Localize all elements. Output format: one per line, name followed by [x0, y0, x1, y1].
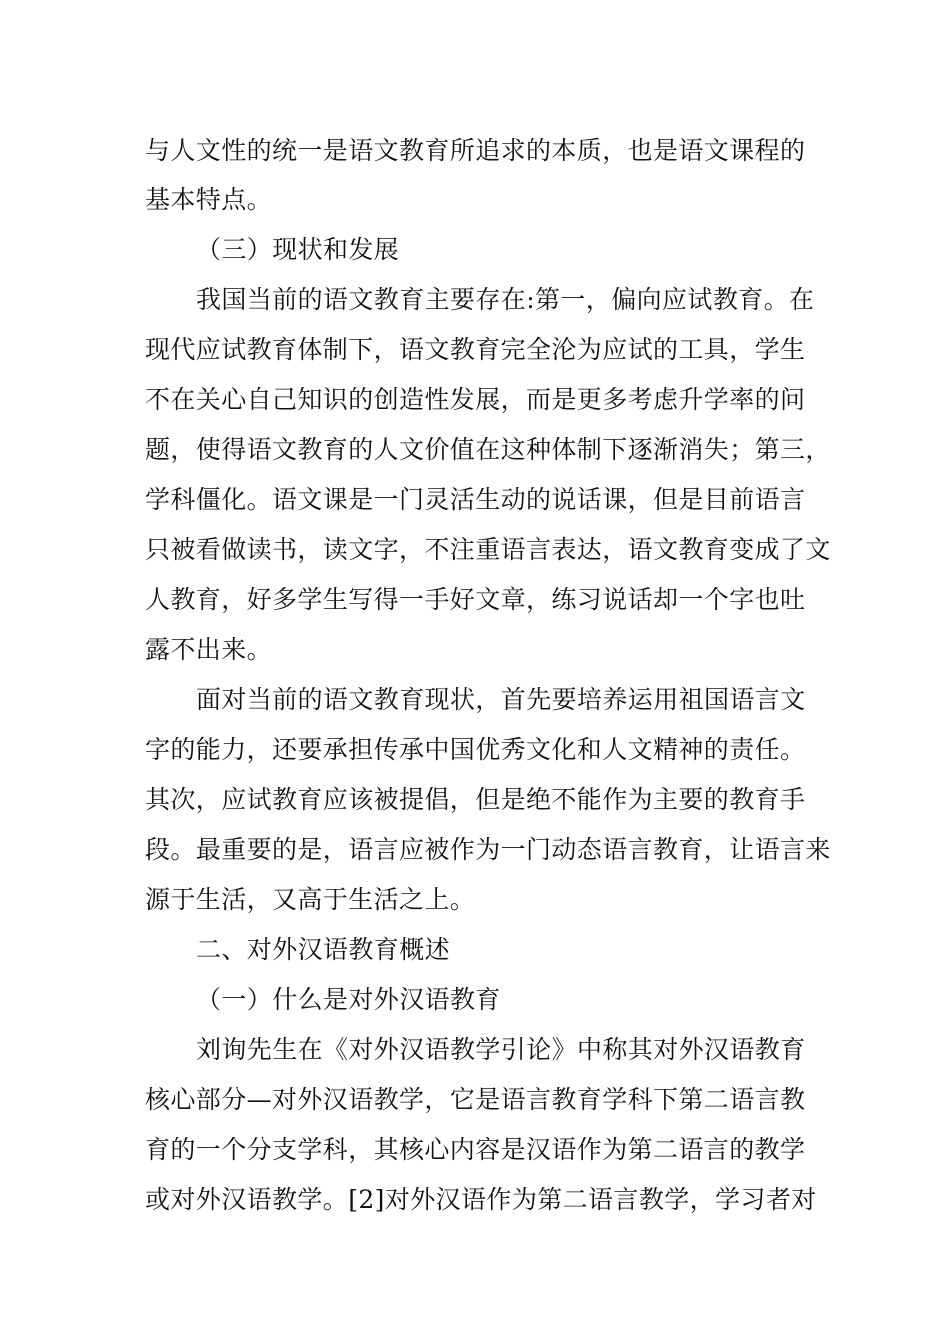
paragraph-line: 只被看做读书，读文字，不注重语言表达，语文教育变成了文 — [145, 535, 831, 564]
paragraph-line: 面对当前的语文教育现状，首先要培养运用祖国语言文 — [196, 685, 806, 714]
paragraph-line: 刘询先生在《对外汉语教学引论》中称其对外汉语教育 — [196, 1035, 806, 1064]
subsection-heading: （一）什么是对外汉语教育 — [196, 985, 501, 1014]
paragraph-line: 核心部分—对外汉语教学，它是语言教育学科下第二语言教 — [145, 1085, 806, 1114]
paragraph-line: 源于生活，又高于生活之上。 — [145, 885, 476, 914]
paragraph-line: 与人文性的统一是语文教育所追求的本质，也是语文课程的 — [145, 136, 806, 165]
paragraph-line: 露不出来。 — [145, 635, 273, 664]
paragraph-line: 段。最重要的是，语言应被作为一门动态语言教育，让语言来 — [145, 835, 831, 864]
paragraph-line: 或对外汉语教学。[2]对外汉语作为第二语言教学，学习者对 — [145, 1185, 817, 1214]
paragraph-line: 人教育，好多学生写得一手好文章，练习说话却一个字也吐 — [145, 585, 806, 614]
section-heading: （三）现状和发展 — [196, 235, 400, 264]
paragraph-line: 学科僵化。语文课是一门灵活生动的说话课，但是目前语言 — [145, 485, 806, 514]
paragraph-line: 育的一个分支学科，其核心内容是汉语作为第二语言的教学 — [145, 1135, 806, 1164]
paragraph-line: 现代应试教育体制下，语文教育完全沦为应试的工具，学生 — [145, 335, 806, 364]
section-heading: 二、对外汉语教育概述 — [196, 935, 451, 964]
paragraph-line: 其次，应试教育应该被提倡，但是绝不能作为主要的教育手 — [145, 785, 806, 814]
paragraph-line: 字的能力，还要承担传承中国优秀文化和人文精神的责任。 — [145, 735, 806, 764]
paragraph-line: 不在关心自己知识的创造性发展，而是更多考虑升学率的问 — [145, 385, 806, 414]
paragraph-line: 基本特点。 — [145, 185, 273, 214]
paragraph-line: 我国当前的语文教育主要存在:第一，偏向应试教育。在 — [196, 285, 815, 314]
paragraph-line: 题，使得语文教育的人文价值在这种体制下逐渐消失；第三， — [145, 435, 831, 464]
